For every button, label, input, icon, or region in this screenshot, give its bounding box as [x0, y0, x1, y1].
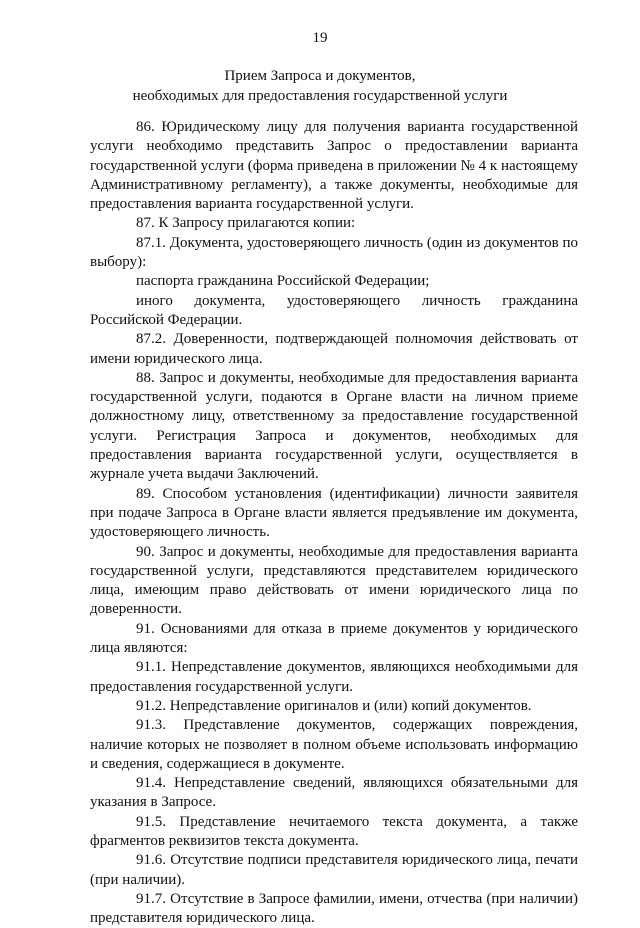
paragraph-86: 86. Юридическому лицу для получения варианта государственной услуги необходимо представить Запрос о предоставлении варианта государственной услуги (форма приведена в приложении № 4 к настоящему Административному регламенту), а также документы, необходимые для предоставления варианта государственной услуги. — [90, 119, 578, 213]
paragraph-91-4: 91.4. Непредставление сведений, являющихся обязательными для указания в Запросе. — [90, 775, 578, 811]
paragraph-91-6: 91.6. Отсутствие подписи представителя юридического лица, печати (при наличии). — [90, 852, 578, 888]
paragraph-87-1-passport: паспорта гражданина Российской Федерации; — [136, 273, 430, 290]
paragraph-91: 91. Основаниями для отказа в приеме документов у юридического лица являются: — [90, 620, 578, 657]
section-heading-line-1: Прием Запроса и документов, — [224, 68, 416, 84]
paragraph-89: 89. Способом установления (идентификации) личности заявителя при подаче Запроса в Органе власти является предъявление им документа, удостоверяющего личность. — [90, 485, 578, 541]
paragraph-87-1-other-document: иного документа, удостоверяющего личность гражданина Российской Федерации. — [90, 292, 578, 328]
section-heading-line-2: необходимых для предоставления государственной услуги — [132, 88, 508, 104]
paragraph-91-3: 91.3. Представление документов, содержащих повреждения, наличие которых не позволяет в полном объеме использовать информацию и сведения, содержащиеся в документе. — [90, 717, 578, 772]
paragraph-87: 87. К Запросу прилагаются копии: — [136, 215, 356, 232]
paragraph-91-5: 91.5. Представление нечитаемого текста документа, а также фрагментов реквизитов текста документа. — [90, 813, 578, 849]
document-body — [90, 118, 578, 928]
section-heading — [60, 66, 580, 106]
paragraph-87-1: 87.1. Документа, удостоверяющего личность (один из документов по выбору): — [90, 234, 578, 271]
paragraph-91-1: 91.1. Непредставление документов, являющихся необходимыми для предоставления государственной услуги. — [90, 659, 578, 695]
paragraph-91-2: 91.2. Непредставление оригиналов и (или) копий документов. — [136, 697, 532, 714]
paragraph-87-2: 87.2. Доверенности, подтверждающей полномочия действовать от имени юридического лица. — [90, 331, 578, 367]
page-number: 19 — [312, 30, 328, 46]
paragraph-90: 90. Запрос и документы, необходимые для предоставления варианта государственной услуги, представляются представителем юридического лица, имеющим право действовать от имени юридического лица по доверенности. — [90, 543, 578, 618]
paragraph-88: 88. Запрос и документы, необходимые для предоставления варианта государственной услуги, подаются в Органе власти на личном приеме должностному лицу, ответственному за предоставление государственной услуги. Регистрация Запроса и документов, необходимых для предоставления варианта государственной услуги, осуществляется в журнале учета выдачи Заключений. — [90, 369, 578, 483]
paragraph-91-7: 91.7. Отсутствие в Запросе фамилии, имени, отчества (при наличии) представителя юридического лица. — [90, 890, 578, 927]
